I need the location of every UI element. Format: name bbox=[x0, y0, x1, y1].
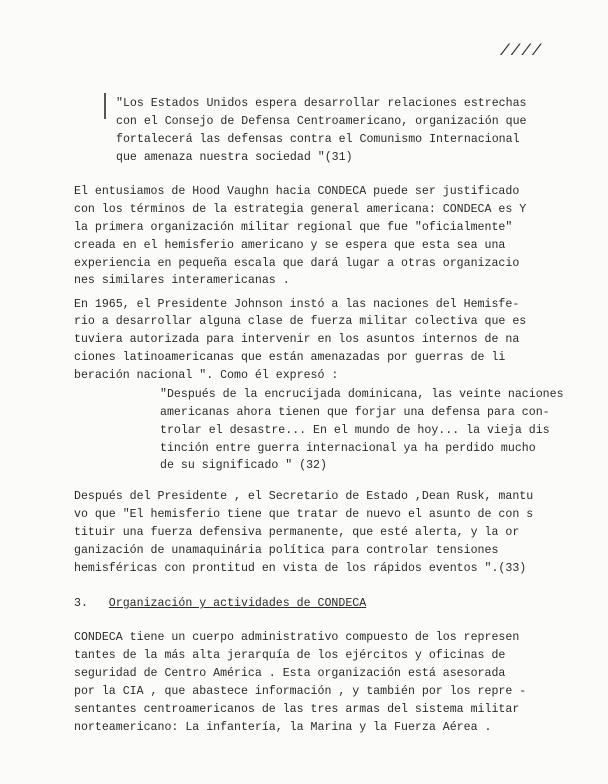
quote-2-line: americanas ahora tienen que forjar una defensa para con- bbox=[160, 406, 550, 419]
para-3-line: tituir una fuerza defensiva permanente, que esté alerta, y la or bbox=[74, 526, 520, 539]
para-3-line: ganización de unamaquinária política para controlar tensiones bbox=[74, 544, 499, 557]
section-heading bbox=[74, 597, 366, 610]
quote-2-line: trolar el desastre... En el mundo de hoy... la vieja dis bbox=[160, 424, 550, 437]
section-number: 3. bbox=[74, 597, 88, 610]
para-3-line: Después del Presidente , el Secretario de Estado ,Dean Rusk, mantu bbox=[74, 490, 534, 503]
margin-mark bbox=[104, 93, 106, 119]
para-4-line: seguridad de Centro América . Esta organización está asesorada bbox=[74, 667, 506, 680]
para-3-line: hemisféricas con prontitud en vista de los rápidos eventos ".(33) bbox=[74, 562, 527, 575]
quote-2-line: de su significado " (32) bbox=[160, 459, 327, 472]
quote-1-line: con el Consejo de Defensa Centroamericano, organización que bbox=[116, 115, 527, 128]
para-1-line: con los términos de la estrategia general americana: CONDECA es Y bbox=[74, 203, 527, 216]
quote-1-line: que amenaza nuestra sociedad "(31) bbox=[116, 151, 353, 164]
para-1-line: nes similares interamericanas . bbox=[74, 274, 290, 287]
para-4-line: sentantes centroamericanos de las tres armas del sistema militar bbox=[74, 703, 520, 716]
quote-1-line: fortalecerá las defensas contra el Comunismo Internacional bbox=[116, 133, 520, 146]
section-title: Organización y actividades de CONDECA bbox=[108, 597, 367, 610]
para-2-line: tuviera autorizada para intervenir en los asuntos internos de na bbox=[74, 333, 520, 346]
para-4-line: tantes de la más alta jerarquía de los ejércitos y oficinas de bbox=[74, 649, 506, 662]
para-1-line: creada en el hemisferio americano y se espera que esta sea una bbox=[74, 239, 506, 252]
para-4-line: por la CIA , que abastece información , y también por los repre - bbox=[74, 685, 527, 698]
para-2-line: ciones latinoamericanas que están amenazadas por guerras de li bbox=[74, 351, 506, 364]
para-4-line: norteamericano: La infantería, la Marina y la Fuerza Aérea . bbox=[74, 721, 492, 734]
para-3-line: vo que "El hemisferio tiene que tratar de nuevo el asunto de con s bbox=[74, 508, 534, 521]
para-1-line: la primera organización militar regional que fue "oficialmente" bbox=[74, 221, 513, 234]
para-1-line: experiencia en pequeña escala que dará lugar a otras organizacio bbox=[74, 257, 520, 270]
para-1-line: El entusiamos de Hood Vaughn hacia CONDECA puede ser justificado bbox=[74, 185, 520, 198]
para-4-line: CONDECA tiene un cuerpo administrativo compuesto de los represen bbox=[74, 631, 520, 644]
para-2-line: rio a desarrollar alguna clase de fuerza militar colectiva que es bbox=[74, 315, 527, 328]
quote-2-line: tinción entre guerra internacional ya ha perdido mucho bbox=[160, 442, 536, 455]
quote-1-line: "Los Estados Unidos espera desarrollar relaciones estrechas bbox=[116, 97, 527, 110]
para-2-line: En 1965, el Presidente Johnson instó a las naciones del Hemisfe- bbox=[74, 298, 520, 311]
para-2-line: beración nacional ". Como él expresó : bbox=[74, 369, 339, 382]
quote-2-line: "Después de la encrucijada dominicana, las veinte naciones bbox=[160, 388, 564, 401]
page-number: //// bbox=[500, 42, 543, 60]
